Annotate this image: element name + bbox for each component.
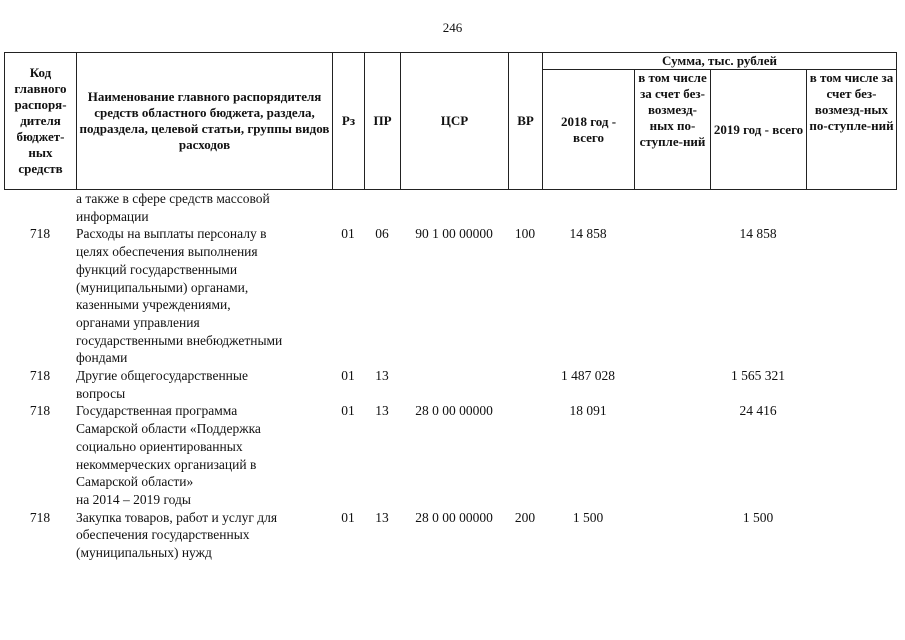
row-name — [76, 367, 332, 402]
header-name: Наименование главного распорядителя средств областного бюджета, раздела, подраздела, целевой статьи, группы видов расходов — [77, 53, 333, 190]
row-csr — [400, 367, 508, 402]
row-name — [76, 225, 332, 367]
row-name-line: государственными внебюджетными — [76, 332, 283, 348]
row-name-line: Другие общегосударственные — [76, 368, 248, 384]
row-sum-2018: 18 091 — [569, 403, 607, 419]
row-code: 718 — [29, 226, 51, 242]
header-csr: ЦСР — [401, 53, 509, 190]
row-name-line: Государственная программа — [76, 403, 238, 419]
row-rz: 01 — [341, 368, 355, 384]
row-name-line: Самарской области «Поддержка — [76, 421, 261, 437]
row-sum-2019 — [710, 190, 806, 225]
row-code: 718 — [29, 403, 51, 419]
row-rz: 01 — [341, 403, 355, 419]
row-free-2018 — [634, 509, 710, 562]
row-sum-2019: 1 565 321 — [731, 368, 785, 384]
page-number: 246 — [442, 20, 463, 35]
row-name — [76, 509, 332, 562]
header-2019-total: 2019 год - всего — [711, 70, 807, 190]
row-code: 718 — [29, 368, 51, 384]
row-name-line: информации — [76, 208, 149, 224]
header-2018-free: в том числе за счет без-возмезд-ных по-ступле-ний — [635, 70, 711, 190]
row-csr: 28 0 00 00000 — [415, 509, 493, 525]
header-rz: Рз — [333, 53, 365, 190]
row-name — [76, 402, 332, 508]
table-row — [4, 225, 896, 367]
row-name-line: обеспечения государственных — [76, 527, 250, 543]
row-vr — [508, 190, 542, 225]
header-sum-group: Сумма, тыс. рублей — [543, 53, 897, 70]
row-name-line: (муниципальными) органами, — [76, 279, 249, 295]
table-header — [4, 52, 897, 190]
row-csr — [400, 190, 508, 225]
header-vr: ВР — [509, 53, 543, 190]
row-sum-2018: 14 858 — [569, 226, 607, 242]
row-rz: 01 — [341, 509, 355, 525]
header-code: Код главного распоря-дителя бюджет-ных средств — [5, 53, 77, 190]
row-code — [4, 190, 76, 225]
row-name-line: а также в сфере средств массовой — [76, 191, 270, 206]
row-vr: 100 — [514, 226, 536, 242]
row-vr — [508, 402, 542, 508]
row-pr — [364, 190, 400, 225]
row-free-2018 — [634, 402, 710, 508]
row-pr: 06 — [375, 226, 389, 242]
row-name — [76, 190, 332, 225]
table-row — [4, 190, 896, 225]
row-name-line: целях обеспечения выполнения — [76, 244, 258, 260]
row-csr: 28 0 00 00000 — [415, 403, 493, 419]
row-pr: 13 — [375, 509, 389, 525]
row-rz — [332, 190, 364, 225]
table-row — [4, 367, 896, 402]
row-free-2019 — [806, 190, 896, 225]
row-code: 718 — [29, 509, 51, 525]
row-free-2018 — [634, 190, 710, 225]
row-name-line: казенными учреждениями, — [76, 297, 231, 313]
row-name-line: Закупка товаров, работ и услуг для — [76, 509, 278, 525]
row-free-2018 — [634, 225, 710, 367]
header-pr: ПР — [365, 53, 401, 190]
row-free-2019 — [806, 509, 896, 562]
row-name-line: Самарской области» — [76, 474, 194, 490]
row-rz: 01 — [341, 226, 355, 242]
header-2018-total: 2018 год - всего — [543, 70, 635, 190]
row-sum-2019: 14 858 — [739, 226, 777, 242]
row-free-2019 — [806, 402, 896, 508]
table-row — [4, 509, 896, 562]
row-sum-2018 — [542, 190, 634, 225]
row-name-line: фондами — [76, 350, 128, 366]
row-name-line: вопросы — [76, 385, 126, 401]
row-name-line: Расходы на выплаты персоналу в — [76, 226, 267, 242]
row-sum-2018: 1 487 028 — [561, 368, 615, 384]
row-vr — [508, 367, 542, 402]
row-sum-2019: 24 416 — [739, 403, 777, 419]
row-pr: 13 — [375, 403, 389, 419]
row-sum-2018: 1 500 — [572, 509, 604, 525]
row-name-line: функций государственными — [76, 261, 238, 277]
row-free-2018 — [634, 367, 710, 402]
table-row — [4, 402, 896, 508]
table-body — [4, 190, 896, 562]
row-name-line: органами управления — [76, 314, 200, 330]
row-free-2019 — [806, 367, 896, 402]
row-free-2019 — [806, 225, 896, 367]
row-csr: 90 1 00 00000 — [415, 226, 493, 242]
header-2019-free: в том числе за счет без-возмезд-ных по-ступле-ний — [807, 70, 897, 190]
row-name-line: (муниципальных) нужд — [76, 545, 212, 561]
row-name-line: социально ориентированных — [76, 438, 243, 454]
row-name-line: на 2014 – 2019 годы — [76, 491, 191, 507]
row-pr: 13 — [375, 368, 389, 384]
row-sum-2019: 1 500 — [742, 509, 774, 525]
row-vr: 200 — [514, 509, 536, 525]
row-name-line: некоммерческих организаций в — [76, 456, 257, 472]
